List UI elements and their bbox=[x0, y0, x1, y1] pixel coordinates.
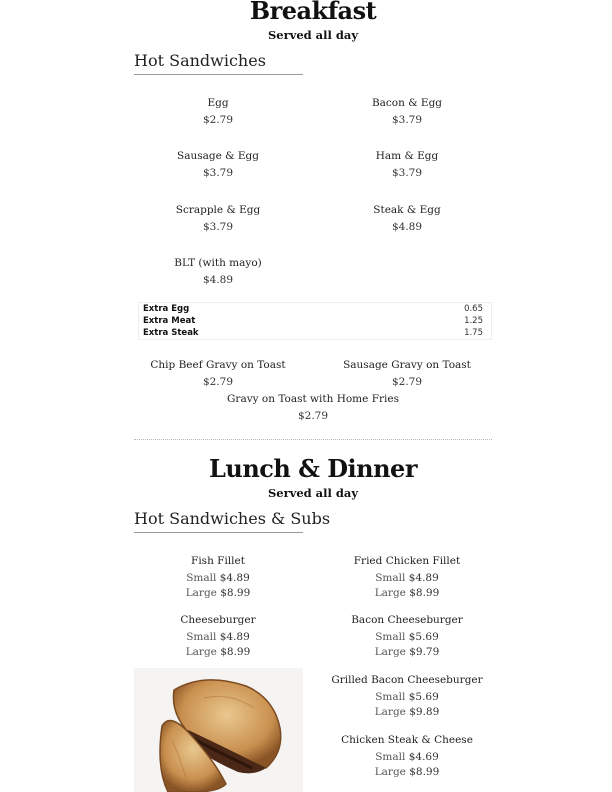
size-label: Large bbox=[374, 766, 406, 778]
price: $4.89 bbox=[219, 631, 250, 643]
extra-name: Extra Egg bbox=[143, 304, 190, 314]
extra-row bbox=[143, 304, 487, 316]
price: $4.69 bbox=[408, 751, 439, 763]
menu-item-name: Fried Chicken Fillet bbox=[353, 555, 461, 567]
size-label: Small bbox=[375, 631, 406, 643]
menu-item-name: Sausage & Egg bbox=[177, 150, 259, 162]
extra-row bbox=[143, 316, 487, 328]
menu-item-price: $3.79 bbox=[202, 167, 234, 179]
section-separator bbox=[134, 439, 492, 440]
size-label: Large bbox=[374, 706, 406, 718]
menu-item-name: Cheeseburger bbox=[180, 614, 256, 626]
menu-item-name: Sausage Gravy on Toast bbox=[343, 359, 471, 371]
size-label: Large bbox=[185, 646, 217, 658]
size-label: Large bbox=[374, 646, 406, 658]
price: $5.69 bbox=[408, 631, 439, 643]
menu-item-name: Chip Beef Gravy on Toast bbox=[150, 359, 286, 371]
size-label: Small bbox=[375, 691, 406, 703]
size-label: Small bbox=[375, 572, 406, 584]
grilled-sandwich-photo bbox=[134, 668, 303, 792]
menu-item-name: Scrapple & Egg bbox=[175, 204, 261, 216]
size-price-large bbox=[307, 706, 507, 718]
size-label: Large bbox=[374, 587, 406, 599]
price: $5.69 bbox=[408, 691, 439, 703]
extra-name: Extra Meat bbox=[143, 316, 196, 326]
extras-table bbox=[138, 302, 492, 340]
section-divider bbox=[134, 74, 303, 75]
size-price-small bbox=[307, 751, 507, 763]
price: $8.99 bbox=[220, 587, 251, 599]
menu-item-name: BLT (with mayo) bbox=[174, 257, 262, 269]
size-price-large bbox=[118, 587, 318, 599]
price: $4.89 bbox=[219, 572, 250, 584]
menu-item-price: $2.79 bbox=[202, 376, 234, 388]
menu-item-name: Chicken Steak & Cheese bbox=[341, 734, 473, 746]
size-price-small bbox=[307, 691, 507, 703]
price: $8.99 bbox=[220, 646, 251, 658]
size-price-large bbox=[118, 646, 318, 658]
menu-item-price: $2.79 bbox=[297, 410, 329, 422]
menu-item-name: Egg bbox=[207, 97, 229, 109]
price: $4.89 bbox=[408, 572, 439, 584]
price: $8.99 bbox=[409, 766, 440, 778]
size-label: Small bbox=[186, 572, 217, 584]
extra-price: 1.25 bbox=[464, 316, 483, 326]
lunch-dinner-subtitle: Served all day bbox=[267, 486, 359, 500]
price: $9.89 bbox=[409, 706, 440, 718]
size-label: Small bbox=[375, 751, 406, 763]
extra-price: 0.65 bbox=[464, 304, 483, 314]
section-divider bbox=[134, 532, 303, 533]
extra-row bbox=[143, 328, 487, 340]
lunch-dinner-title: Lunch & Dinner bbox=[209, 454, 417, 483]
menu-item-name: Bacon & Egg bbox=[371, 97, 443, 109]
sandwich-illustration bbox=[134, 668, 303, 792]
menu-item-name: Bacon Cheeseburger bbox=[351, 614, 463, 626]
menu-item-name: Grilled Bacon Cheeseburger bbox=[331, 674, 483, 686]
menu-item-name: Steak & Egg bbox=[373, 204, 441, 216]
size-price-small bbox=[307, 572, 507, 584]
section-heading-hot-sandwiches-subs: Hot Sandwiches & Subs bbox=[134, 509, 331, 528]
menu-item-name: Gravy on Toast with Home Fries bbox=[227, 393, 399, 405]
menu-item-price: $3.79 bbox=[391, 114, 423, 126]
size-price-large bbox=[307, 646, 507, 658]
menu-item-price: $4.89 bbox=[391, 221, 423, 233]
size-price-large bbox=[307, 766, 507, 778]
menu-item-price: $3.79 bbox=[391, 167, 423, 179]
menu-item-price: $3.79 bbox=[202, 221, 234, 233]
extra-price: 1.75 bbox=[464, 328, 483, 338]
size-price-small bbox=[118, 631, 318, 643]
size-label: Large bbox=[185, 587, 217, 599]
size-label: Small bbox=[186, 631, 217, 643]
extra-name: Extra Steak bbox=[143, 328, 199, 338]
size-price-large bbox=[307, 587, 507, 599]
price: $8.99 bbox=[409, 587, 440, 599]
menu-item-price: $2.79 bbox=[391, 376, 423, 388]
price: $9.79 bbox=[409, 646, 440, 658]
section-heading-hot-sandwiches: Hot Sandwiches bbox=[134, 51, 266, 70]
menu-item-name: Fish Fillet bbox=[191, 555, 245, 567]
breakfast-title: Breakfast bbox=[249, 0, 377, 25]
menu-item-price: $4.89 bbox=[202, 274, 234, 286]
menu-item-name: Ham & Egg bbox=[375, 150, 439, 162]
breakfast-subtitle: Served all day bbox=[267, 28, 359, 42]
size-price-small bbox=[118, 572, 318, 584]
size-price-small bbox=[307, 631, 507, 643]
menu-item-price: $2.79 bbox=[202, 114, 234, 126]
